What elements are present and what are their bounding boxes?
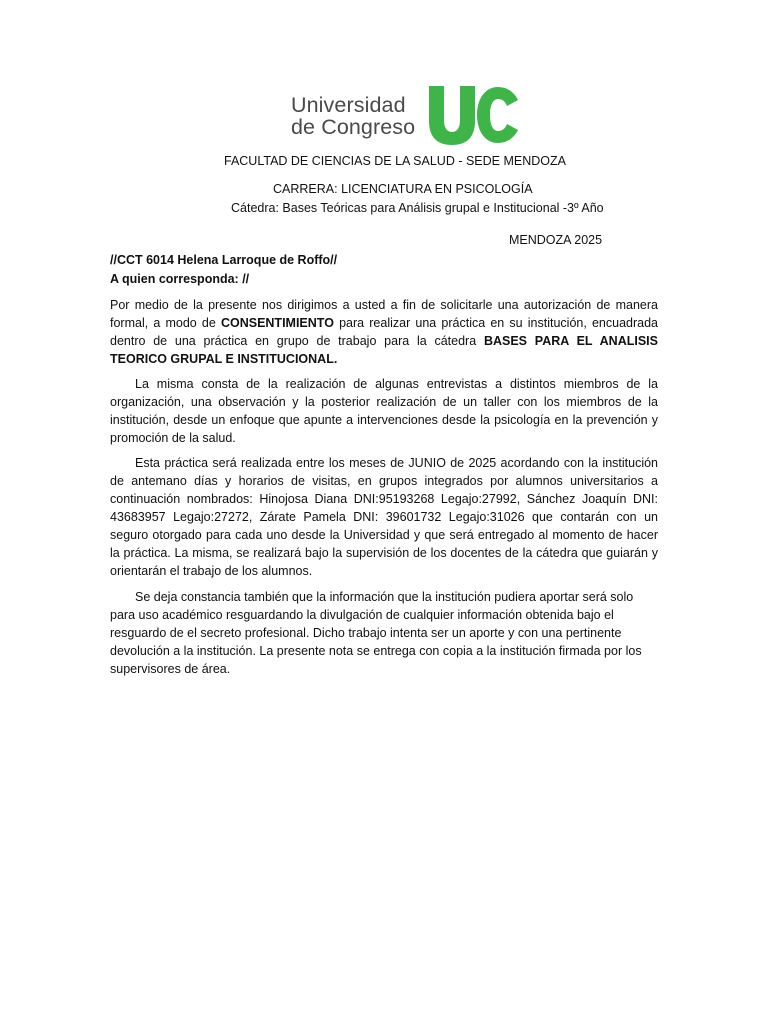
paragraph-4: Se deja constancia también que la información que la institución pudiera aportar será solo para uso académico resguardando la divulgación de cualquier información obtenida bajo el resguardo de el secreto profesional. Dicho trabajo intenta ser un aporte y con una pertinente devolución a la institución. La presente nota se entrega con copia a la institución firmada por los supervisores de área. bbox=[110, 590, 642, 676]
uc-logo-icon bbox=[427, 84, 521, 146]
greeting-line: A quien corresponda: // bbox=[110, 272, 250, 286]
p1-text-c: para realizar una práctica en su institución, encuadrada dentro de una práctica en grupo de trabajo para la cátedra bbox=[110, 316, 658, 348]
faculty-line: FACULTAD DE CIENCIAS DE LA SALUD - SEDE MENDOZA bbox=[224, 154, 566, 168]
paragraph-2: La misma consta de la realización de algunas entrevistas a distintos miembros de la organización, una observación y la posterior realización de un taller con los miembros de la institución, desde un enfoque que apunte a intervenciones desde la psicología en la prevención y promoción de la salud. bbox=[110, 377, 658, 445]
city-date: MENDOZA 2025 bbox=[509, 233, 603, 247]
paragraph-3: Esta práctica será realizada entre los meses de JUNIO de 2025 acordando con la institución de antemano días y horarios de visitas, en grupos integrados por alumnos universitarios a continuación nombrados: Hinojosa Diana DNI:95193268 Legajo:27992, Sánchez Joaquín DNI: 43683957 Legajo:27272, Zárate Pamela DNI: 39601732 Legajo:31026 que contarán con un seguro otorgado para cada uno desde la Universidad y que será entregado al momento de hacer la práctica. La misma, se realizará bajo la supervisión de los docentes de la cátedra que guiarán y orientarán el trabajo de los alumnos. bbox=[110, 456, 658, 578]
career-line: CARRERA: LICENCIATURA EN PSICOLOGÍA bbox=[273, 182, 533, 196]
p1-consent-bold: CONSENTIMIENTO bbox=[220, 316, 334, 330]
p1-text-e: . bbox=[333, 352, 338, 366]
reference-line: //CCT 6014 Helena Larroque de Roffo// bbox=[110, 253, 338, 267]
logo-line-2: de Congreso bbox=[291, 115, 416, 139]
catedra-line: Cátedra: Bases Teóricas para Análisis grupal e Institucional -3º Año bbox=[231, 201, 604, 215]
paragraph-1 bbox=[110, 296, 658, 368]
university-logo bbox=[291, 84, 531, 146]
logo-wordmark bbox=[291, 94, 415, 138]
logo-line-1: Universidad bbox=[291, 93, 406, 117]
p1-text-a: Por medio de la presente nos dirigimos a usted a fin de solicitarle una autorización de manera formal, a modo de bbox=[110, 298, 658, 330]
p1-catedra-bold: BASES PARA EL ANALISIS TEORICO GRUPAL E INSTITUCIONAL bbox=[110, 334, 658, 366]
